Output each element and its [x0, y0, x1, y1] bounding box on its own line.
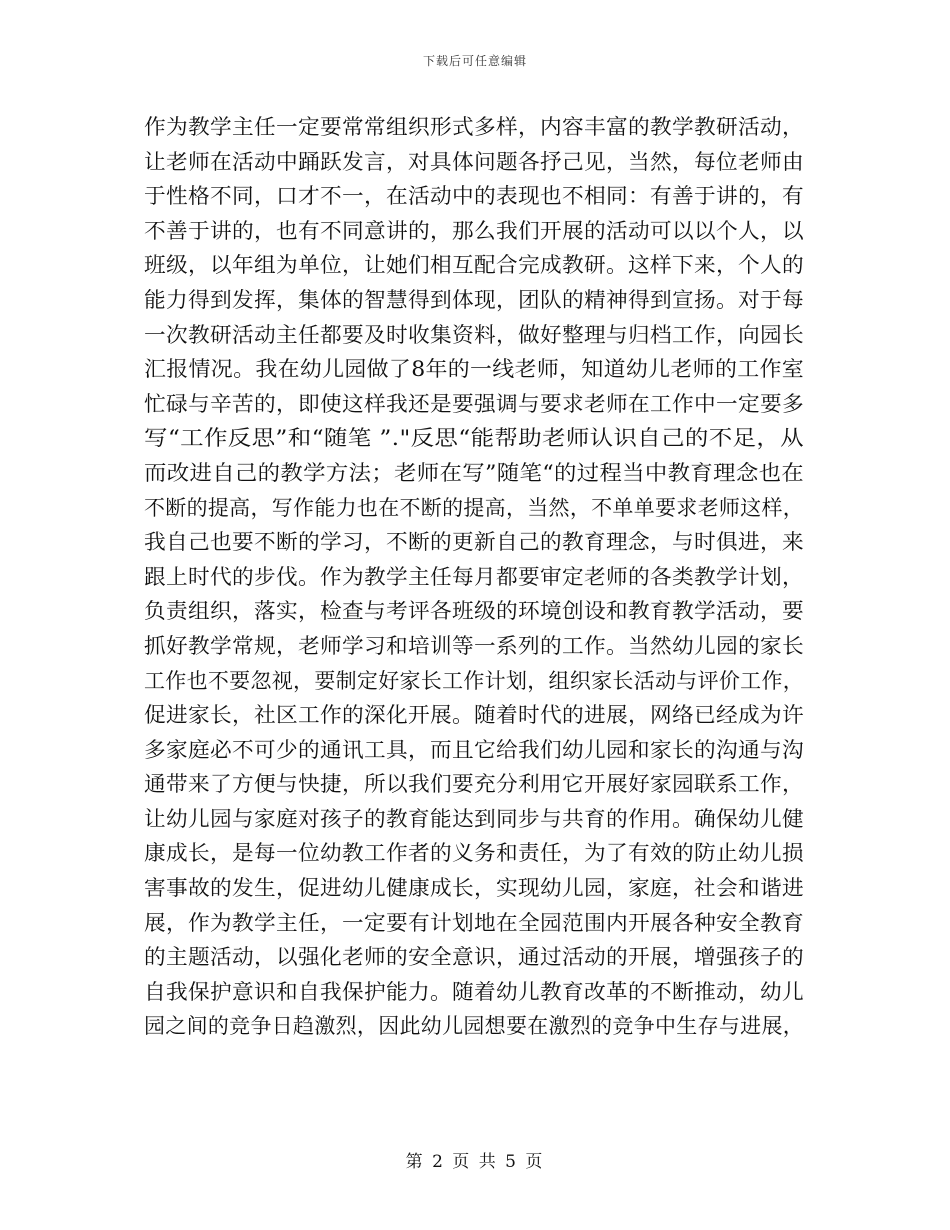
text-line-content: 一次教研活动主任都要及时收集资料，做好整理与归档工作，向园长	[144, 322, 805, 347]
text-line	[144, 968, 804, 1003]
text-line	[144, 103, 804, 138]
page-number: 第 2 页 共 5 页	[405, 1152, 545, 1172]
text-line-content: 班级，以年组为单位，让她们相互配合完成教研。这样下来，个人的	[144, 253, 805, 278]
text-line-content: 害事故的发生，促进幼儿健康成长，实现幼儿园，家庭，社会和谐进	[144, 876, 805, 901]
text-line	[144, 829, 804, 864]
text-line-content: 的主题活动，以强化老师的安全意识，通过活动的开展，增强孩子的	[144, 945, 805, 970]
body-text	[144, 103, 804, 1037]
text-line-content: 作为教学主任一定要常常组织形式多样，内容丰富的教学教研活动，	[144, 115, 805, 139]
text-line-content: 园之间的竞争日趋激烈，因此幼儿园想要在激烈的竞争中生存与进展，	[144, 1014, 805, 1039]
text-line-content: 让幼儿园与家庭对孩子的教育能达到同步与共育的作用。确保幼儿健	[144, 806, 805, 831]
text-line-content: 负责组织，落实，检查与考评各班级的环境创设和教育教学活动，要	[144, 599, 805, 624]
text-line	[144, 587, 804, 622]
text-line-content: 展，作为教学主任，一定要有计划地在全园范围内开展各种安全教育	[144, 910, 805, 935]
text-line	[144, 691, 804, 726]
text-line	[144, 657, 804, 692]
text-line	[144, 1002, 804, 1037]
text-line	[144, 760, 804, 795]
text-line-content: 于性格不同，口才不一，在活动中的表现也不相同：有善于讲的，有	[144, 184, 805, 209]
text-line	[144, 726, 804, 761]
text-line-content: 写“工作反思”和“随笔 ”."反思“能帮助老师认识自己的不足，从	[144, 426, 805, 451]
text-line	[144, 933, 804, 968]
text-line-content: 通带来了方便与快捷，所以我们要充分利用它开展好家园联系工作，	[144, 772, 805, 797]
text-line	[144, 380, 804, 415]
text-line-content: 促进家长，社区工作的深化开展。随着时代的进展，网络已经成为许	[144, 703, 805, 728]
text-line	[144, 207, 804, 242]
text-line	[144, 899, 804, 934]
text-line	[144, 414, 804, 449]
text-line-content: 抓好教学常规，老师学习和培训等一系列的工作。当然幼儿园的家长	[144, 633, 805, 658]
text-line	[144, 795, 804, 830]
text-line-content: 让老师在活动中踊跃发言，对具体问题各抒己见，当然，每位老师由	[144, 149, 805, 174]
text-line-content: 多家庭必不可少的通讯工具，而且它给我们幼儿园和家长的沟通与沟	[144, 737, 805, 762]
text-line	[144, 553, 804, 588]
text-line	[144, 172, 804, 207]
text-line-content: 跟上时代的步伐。作为教学主任每月都要审定老师的各类教学计划，	[144, 564, 805, 589]
text-line	[144, 241, 804, 276]
page-header: 下载后可任意编辑	[422, 54, 527, 68]
text-line	[144, 622, 804, 657]
text-line	[144, 518, 804, 553]
text-line-content: 忙碌与辛苦的，即使这样我还是要强调与要求老师在工作中一定要多	[144, 391, 805, 416]
text-line-content: 工作也不要忽视，要制定好家长工作计划，组织家长活动与评价工作，	[144, 668, 805, 693]
text-line-content: 不善于讲的，也有不同意讲的，那么我们开展的活动可以以个人，以	[144, 218, 805, 243]
text-line-content: 不断的提高，写作能力也在不断的提高，当然，不单单要求老师这样，	[144, 495, 805, 520]
text-line-content: 汇报情况。我在幼儿园做了8年的一线老师，知道幼儿老师的工作室	[144, 357, 805, 382]
text-line-content: 能力得到发挥，集体的智慧得到体现，团队的精神得到宣扬。对于每	[144, 287, 805, 312]
text-line-content: 而改进自己的教学方法；老师在写”随笔“的过程当中教育理念也在	[144, 460, 805, 485]
text-line	[144, 345, 804, 380]
text-line-content: 自我保护意识和自我保护能力。随着幼儿教育改革的不断推动，幼儿	[144, 979, 805, 1004]
text-line	[144, 311, 804, 346]
text-line-content: 康成长，是每一位幼教工作者的义务和责任，为了有效的防止幼儿损	[144, 841, 805, 866]
text-line	[144, 484, 804, 519]
text-line-content: 我自己也要不断的学习，不断的更新自己的教育理念，与时俱进，来	[144, 530, 805, 555]
text-line	[144, 449, 804, 484]
text-line	[144, 276, 804, 311]
text-line	[144, 864, 804, 899]
text-line	[144, 138, 804, 173]
